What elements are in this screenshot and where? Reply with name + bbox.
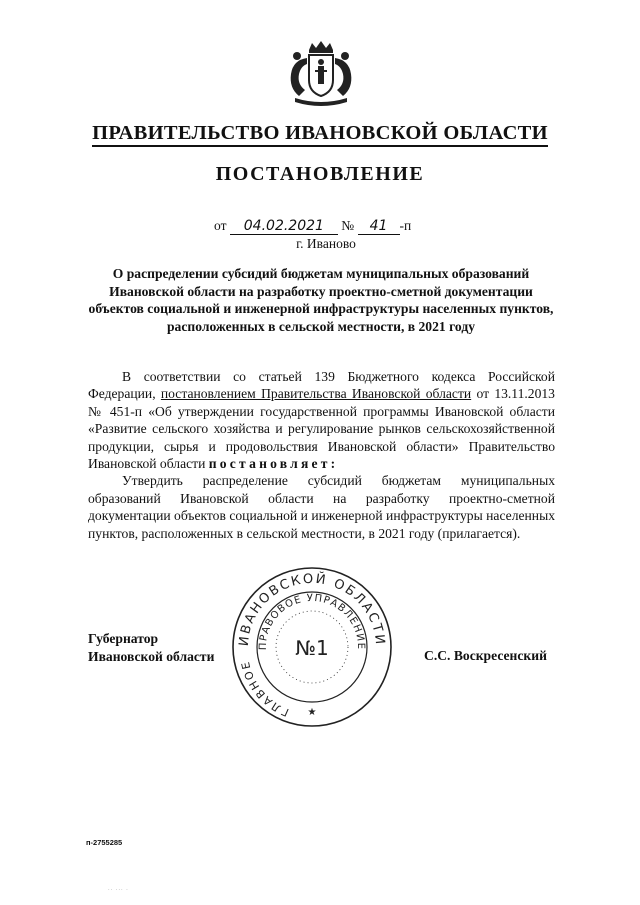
document-type: ПОСТАНОВЛЕНИЕ	[215, 163, 425, 185]
decree-link[interactable]: постановлением Правительства Ивановской области	[160, 386, 472, 402]
document-code: п-2755285	[86, 838, 123, 847]
coat-of-arms-icon	[285, 40, 357, 110]
stamp-number: №1	[295, 636, 329, 660]
dateline	[214, 218, 411, 235]
city: г. Иваново	[296, 236, 356, 251]
stamp-outer-text: ИВАНОВСКОЙ ОБЛАСТИ	[236, 571, 388, 647]
resolves-word: постановляет:	[208, 456, 339, 472]
signatory-title	[88, 630, 214, 666]
signatory-name: С.С. Воскресенский	[424, 648, 547, 663]
paragraph-1	[88, 368, 555, 472]
official-stamp	[230, 565, 394, 729]
scan-mark: ·· ··· ·	[108, 887, 129, 893]
document-date: 04.02.2021	[230, 219, 338, 235]
document-heading: О распределении субсидий бюджетам муниципальных образований Ивановской области на разработку проектно-сметной документации объектов социальной и инженерной инфраструктуры населенных пунктов, расположенных в сельской местности, в 2021 году	[88, 266, 554, 334]
stamp-left-text: ГЛАВНОЕ	[238, 658, 291, 719]
paragraph-1-text-b: от 13.11.2013 № 451-п «Об утверждении государственной программы Ивановской области «Развитие сельского хозяйства и регулирование рынков сельскохозяйственной продукции, сырья и продовольствия Ивановской области» Правительство Ивановской области	[88, 386, 555, 472]
date-prefix: от	[214, 218, 227, 233]
signatory-title-line-2: Ивановской области	[88, 649, 215, 664]
number-suffix: -п	[399, 218, 412, 233]
paragraph-1-text-a: В соответствии со статьей 139 Бюджетного кодекса Российской Федерации,	[88, 369, 555, 402]
paragraph-2: Утвердить распределение субсидий бюджетам муниципальных образований Ивановской области на разработку проектно-сметной документации объектов социальной и инженерной инфраструктуры населенных пунктов, расположенных в сельской местности, в 2021 году (прилагается).	[88, 473, 555, 541]
document-body	[88, 368, 555, 542]
document-number: 41	[358, 219, 400, 235]
number-sign: №	[341, 218, 355, 233]
stamp-star-icon: ★	[307, 707, 317, 718]
signatory-title-line-1: Губернатор	[88, 631, 159, 646]
stamp-inner-text: ПРАВОВОЕ УПРАВЛЕНИЕ	[257, 592, 367, 651]
government-title: ПРАВИТЕЛЬСТВО ИВАНОВСКОЙ ОБЛАСТИ	[0, 122, 640, 145]
